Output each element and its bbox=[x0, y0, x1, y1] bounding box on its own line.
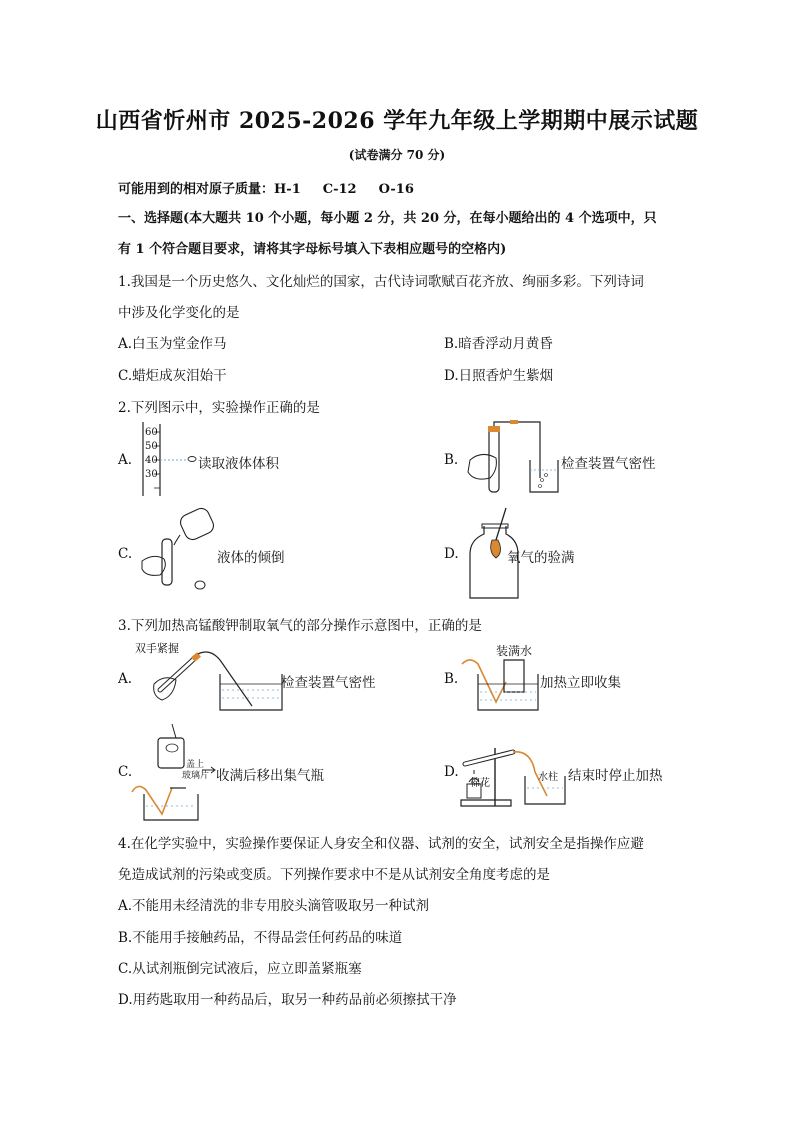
section1-line2: 有 1 个符合题目要求，请将其字母标号填入下表相应题号的空格内) bbox=[118, 242, 507, 257]
section1-line1: 一、选择题(本大题共 10 个小题，每小题 2 分，共 20 分，在每小题给出的 4 个选项中，只 bbox=[118, 211, 657, 226]
q1-stem-1: 1.我国是一个历史悠久、文化灿烂的国家，古代诗词歌赋百花齐放、绚丽多彩。下列诗词 bbox=[118, 274, 644, 290]
page-title: 山西省忻州市 2025-2026 学年九年级上学期期中展示试题 bbox=[95, 108, 699, 134]
page-subtitle: (试卷满分 70 分) bbox=[348, 148, 446, 162]
q2-b-letter: B. bbox=[444, 452, 459, 468]
q3-c-letter: C. bbox=[118, 764, 133, 780]
q2-d-caption: 氧气的验满 bbox=[507, 550, 575, 566]
scale-label-30: 30 bbox=[145, 469, 158, 480]
q3-a-letter: A. bbox=[118, 671, 133, 687]
q3-d-note2: 水柱 bbox=[538, 772, 558, 783]
q3-d-note1: 棉花 bbox=[470, 778, 490, 789]
scale-label-60: 60 bbox=[145, 427, 158, 438]
q1-option-c: C.蜡炬成灰泪始干 bbox=[118, 368, 227, 384]
q3-a-note: 双手紧握 bbox=[135, 642, 179, 655]
q3-d-caption: 结束时停止加热 bbox=[568, 768, 663, 784]
q1-option-b: B.暗香浮动月黄昏 bbox=[444, 336, 553, 352]
airtightness-check-figure bbox=[462, 420, 562, 500]
atomic-mass-line: 可能用到的相对原子质量：H-1 C-12 O-16 bbox=[118, 182, 414, 197]
q4-option-d: D.用药匙取用一种药品后，取另一种药品前必须擦拭干净 bbox=[118, 992, 457, 1008]
q2-c-letter: C. bbox=[118, 546, 133, 562]
q4-option-c: C.从试剂瓶倒完试液后，应立即盖紧瓶塞 bbox=[118, 961, 362, 977]
pouring-liquid-figure bbox=[140, 505, 220, 590]
q3-b-caption: 加热立即收集 bbox=[540, 675, 621, 691]
q1-stem-2: 中涉及化学变化的是 bbox=[118, 305, 240, 321]
q2-a-caption: 读取液体体积 bbox=[198, 456, 279, 472]
q1-option-a: A.白玉为堂金作马 bbox=[118, 336, 227, 352]
q2-stem: 2.下列图示中，实验操作正确的是 bbox=[118, 400, 320, 416]
scale-label-50: 50 bbox=[145, 441, 158, 452]
scale-label-40: 40 bbox=[145, 455, 158, 466]
q3-b-note: 装满水 bbox=[496, 644, 533, 658]
q3-stem: 3.下列加热高锰酸钾制取氧气的部分操作示意图中，正确的是 bbox=[118, 618, 482, 634]
immediate-collection-figure bbox=[460, 656, 540, 714]
q3-c-caption: 收满后移出集气瓶 bbox=[216, 768, 324, 784]
hand-grip-airtightness-figure bbox=[150, 650, 285, 715]
q3-c-note2: 玻璃片 bbox=[182, 771, 210, 781]
q4-stem-1: 4.在化学实验中，实验操作要保证人身安全和仪器、试剂的安全，试剂安全是指操作应避 bbox=[118, 836, 644, 852]
q4-option-b: B.不能用手接触药品，不得品尝任何药品的味道 bbox=[118, 930, 403, 946]
q2-b-caption: 检查装置气密性 bbox=[561, 456, 656, 472]
pointer-arrow-icon bbox=[202, 765, 216, 775]
q3-b-letter: B. bbox=[444, 671, 459, 687]
q4-option-a: A.不能用未经清洗的非专用胶头滴管吸取另一种试剂 bbox=[118, 898, 430, 914]
q2-a-letter: A. bbox=[118, 452, 133, 468]
q2-d-letter: D. bbox=[444, 546, 459, 562]
q4-stem-2: 免造成试剂的污染或变质。下列操作要求中不是从试剂安全角度考虑的是 bbox=[118, 867, 550, 883]
q2-c-caption: 液体的倾倒 bbox=[217, 550, 285, 566]
q1-option-d: D.日照香炉生紫烟 bbox=[444, 368, 554, 384]
q3-c-note1: 盖上 bbox=[186, 760, 205, 770]
q3-d-letter: D. bbox=[444, 764, 459, 780]
q3-a-caption: 检查装置气密性 bbox=[281, 675, 376, 691]
